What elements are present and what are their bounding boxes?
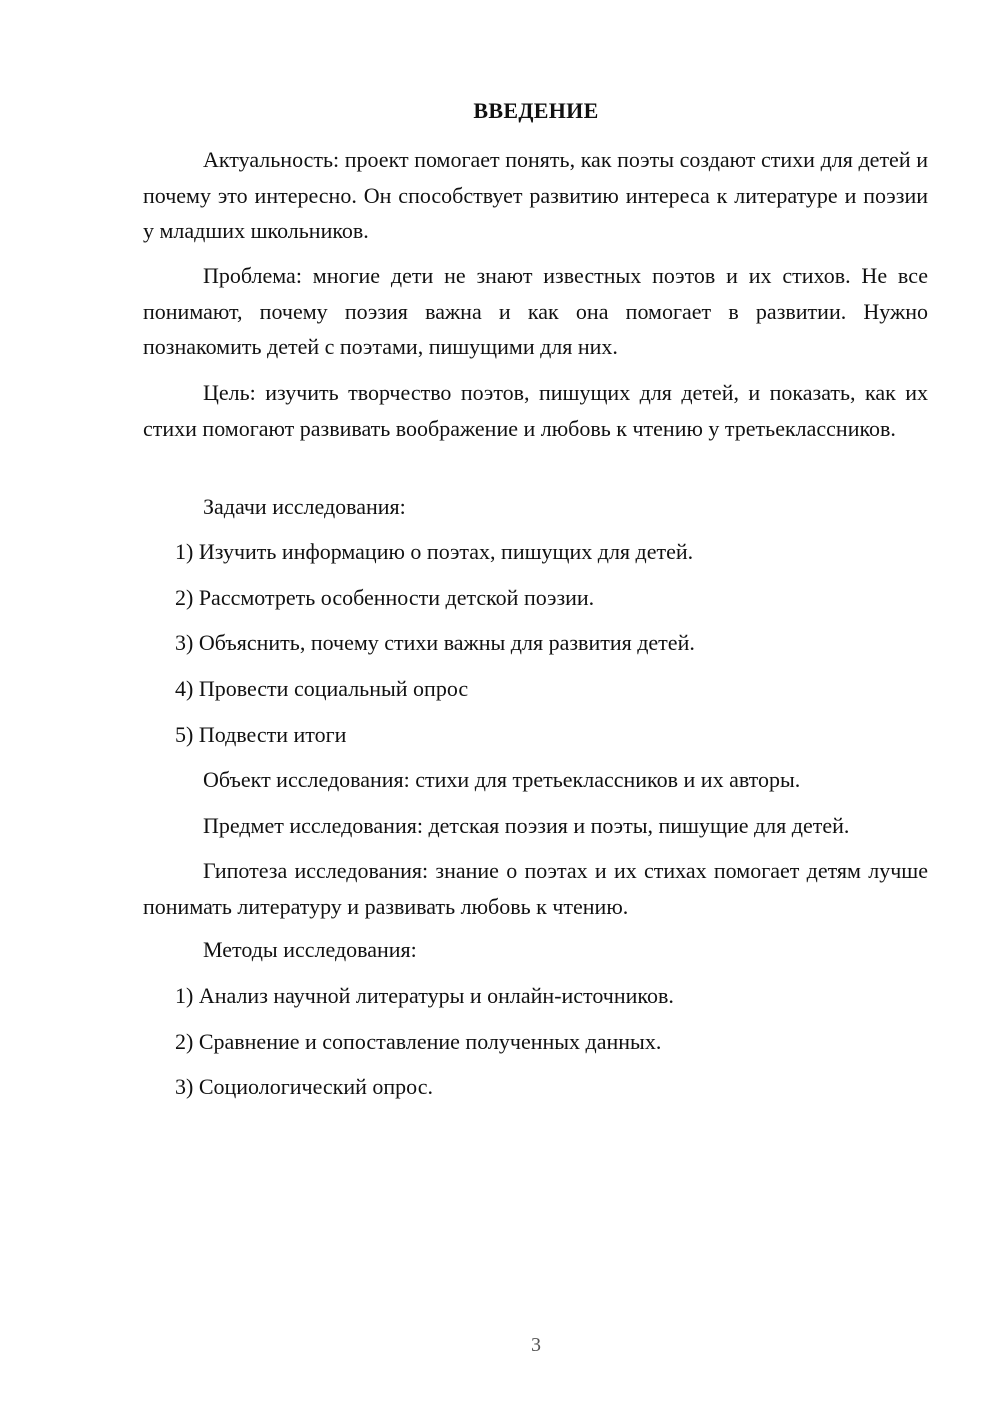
method-item: 3) Социологический опрос. (175, 1074, 433, 1099)
task-item: 3) Объяснить, почему стихи важны для развития детей. (175, 630, 695, 655)
object-line: Объект исследования: стихи для третьеклассников и их авторы. (203, 767, 801, 792)
goal-paragraph: Цель: изучить творчество поэтов, пишущих для детей, и показать, как их стихи помогают развивать воображение и любовь к чтению у третьеклассников. (143, 380, 928, 441)
method-item: 1) Анализ научной литературы и онлайн-источников. (175, 983, 674, 1008)
hypothesis-paragraph: Гипотеза исследования: знание о поэтах и их стихах помогает детям лучше понимать литературу и развивать любовь к чтению. (143, 858, 928, 919)
relevance-paragraph: Актуальность: проект помогает понять, как поэты создают стихи для детей и почему это интересно. Он способствует развитию интереса к литературе и поэзии у младших школьников. (143, 147, 928, 243)
method-item: 2) Сравнение и сопоставление полученных данных. (175, 1029, 662, 1054)
tasks-heading: Задачи исследования: (203, 494, 406, 519)
task-item: 1) Изучить информацию о поэтах, пишущих для детей. (175, 539, 694, 564)
subject-line: Предмет исследования: детская поэзия и поэты, пишущие для детей. (203, 813, 850, 838)
page-number: 3 (531, 1334, 541, 1356)
task-item: 4) Провести социальный опрос (175, 676, 469, 701)
task-item: 2) Рассмотреть особенности детской поэзии. (175, 585, 595, 610)
task-item: 5) Подвести итоги (175, 722, 347, 747)
methods-heading: Методы исследования: (203, 937, 417, 962)
section-title: ВВЕДЕНИЕ (473, 98, 599, 123)
problem-paragraph: Проблема: многие дети не знают известных поэтов и их стихов. Не все понимают, почему поэзия важна и как она помогает в развитии. Нужно познакомить детей с поэтами, пишущими для них. (143, 263, 928, 359)
